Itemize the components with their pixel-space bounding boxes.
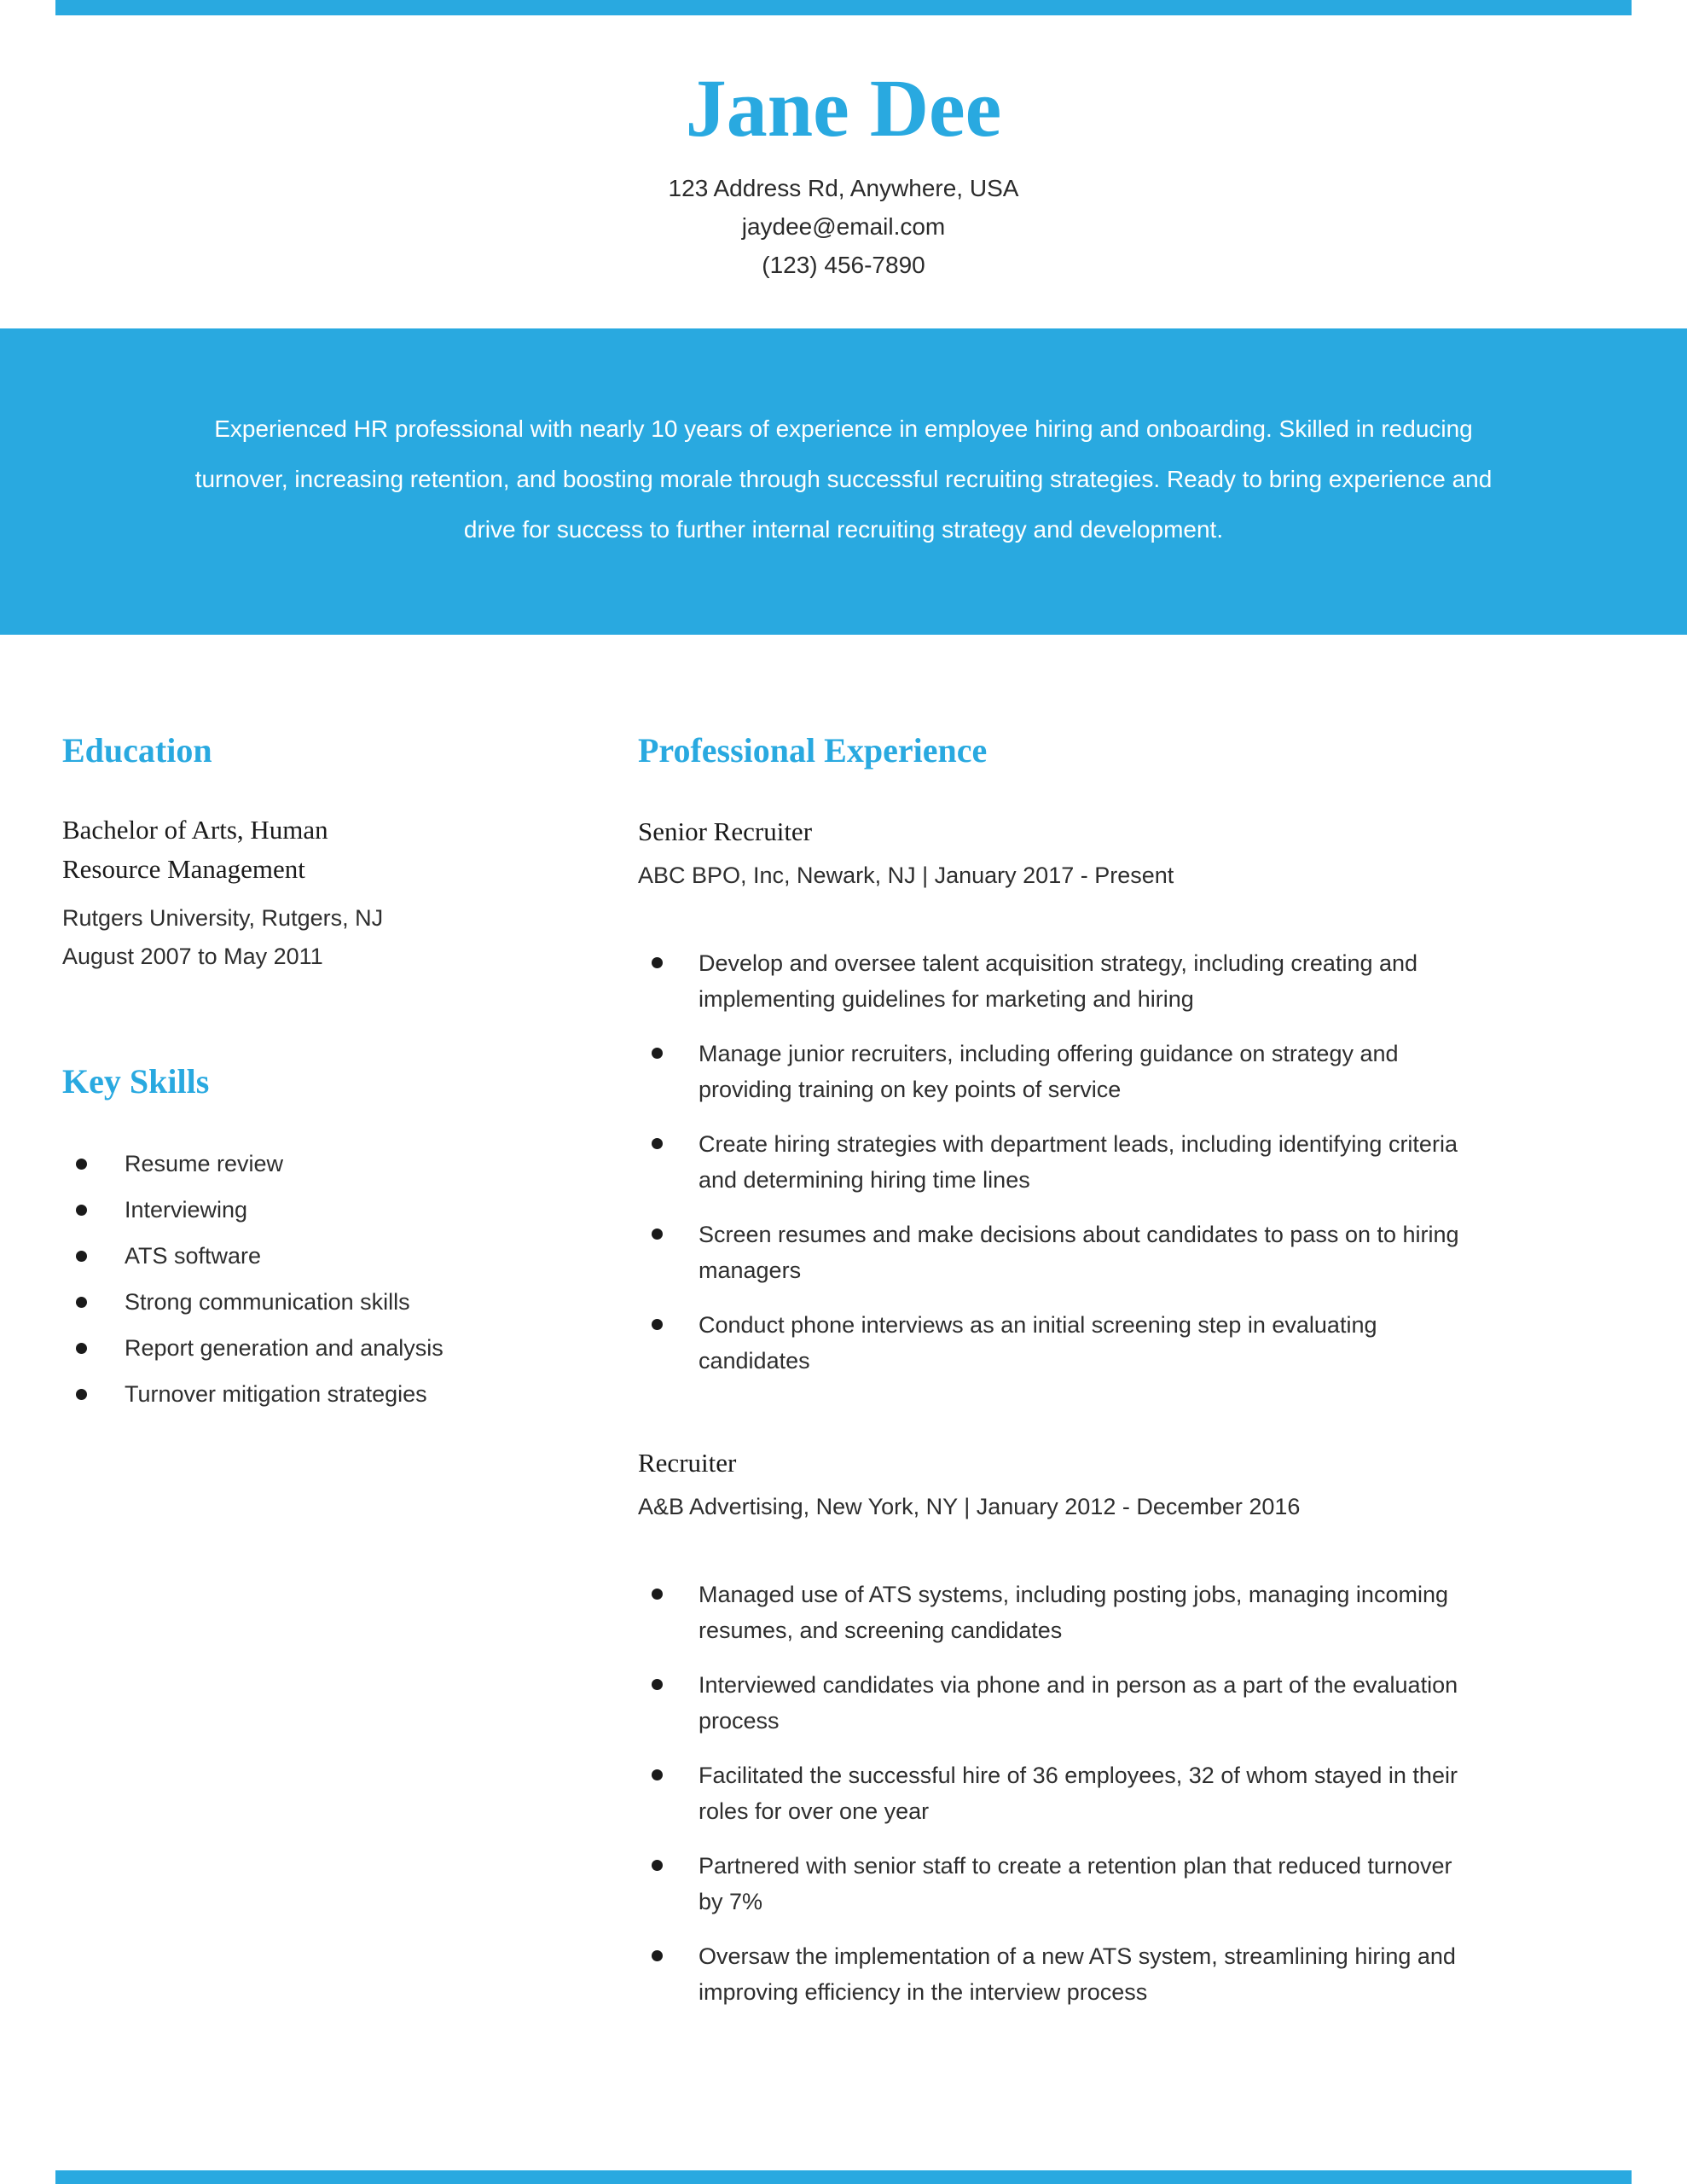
experience-bullet <box>638 1848 1482 1920</box>
bottom-accent-bar <box>55 2170 1632 2184</box>
bullet-icon <box>652 1950 663 1961</box>
bullet-text: Screen resumes and make decisions about candidates to pass on to hiring managers <box>699 1222 1459 1283</box>
phone-line: (123) 456-7890 <box>762 252 925 278</box>
bullet-icon <box>652 1138 663 1149</box>
education-dates: August 2007 to May 2011 <box>62 944 323 969</box>
bullet-text: Create hiring strategies with department leads, including identifying criteria and determining hiring time lines <box>699 1131 1458 1193</box>
skill-label: Report generation and analysis <box>125 1335 443 1361</box>
bullet-icon <box>76 1389 87 1400</box>
bullet-text: Develop and oversee talent acquisition strategy, including creating and implementing guidelines for marketing and hiring <box>699 950 1418 1012</box>
bullet-icon <box>76 1159 87 1170</box>
bullet-text: Managed use of ATS systems, including posting jobs, managing incoming resumes, and screening candidates <box>699 1582 1448 1643</box>
email-line: jaydee@email.com <box>741 213 946 240</box>
bullet-text: Partnered with senior staff to create a retention plan that reduced turnover by 7% <box>699 1853 1452 1914</box>
experience-bullet <box>638 1938 1482 2010</box>
job-bullets <box>638 1577 1625 2010</box>
candidate-name: Jane Dee <box>685 62 1002 154</box>
job-meta: A&B Advertising, New York, NY | January 2012 - December 2016 <box>638 1494 1301 1519</box>
job-entry <box>638 814 1625 1379</box>
bullet-text: Manage junior recruiters, including offering guidance on strategy and providing training on key points of service <box>699 1041 1399 1102</box>
resume-body <box>0 730 1687 2029</box>
skill-item <box>62 1193 540 1227</box>
left-column <box>62 730 540 2029</box>
skill-item <box>62 1331 540 1365</box>
skill-item <box>62 1377 540 1411</box>
experience-section <box>638 730 1625 2010</box>
experience-bullet <box>638 945 1482 1017</box>
degree: Bachelor of Arts, Human Resource Management <box>62 815 328 884</box>
education-section <box>62 730 540 976</box>
bullet-icon <box>652 1589 663 1600</box>
bullet-icon <box>652 1228 663 1240</box>
top-accent-bar <box>55 0 1632 15</box>
job-bullets <box>638 945 1625 1379</box>
bullet-icon <box>76 1205 87 1216</box>
experience-bullet <box>638 1036 1482 1107</box>
job-entry <box>638 1445 1625 2010</box>
bullet-icon <box>652 1679 663 1690</box>
bullet-icon <box>76 1251 87 1262</box>
bullet-icon <box>76 1297 87 1308</box>
address-line: 123 Address Rd, Anywhere, USA <box>668 175 1019 201</box>
bullet-icon <box>76 1343 87 1354</box>
experience-bullet <box>638 1757 1482 1829</box>
bullet-text: Oversaw the implementation of a new ATS system, streamlining hiring and improving efficiency in the interview process <box>699 1943 1456 2005</box>
skill-item <box>62 1239 540 1273</box>
skill-label: Strong communication skills <box>125 1289 410 1315</box>
skill-label: Resume review <box>125 1151 284 1176</box>
experience-bullet <box>638 1307 1482 1379</box>
bullet-icon <box>652 1769 663 1780</box>
bullet-icon <box>652 957 663 968</box>
job-meta: ABC BPO, Inc, Newark, NJ | January 2017 - Present <box>638 863 1174 888</box>
key-skills-section <box>62 1061 540 1411</box>
job-title: Recruiter <box>638 1448 737 1478</box>
education-heading: Education <box>62 731 212 770</box>
summary-text: Experienced HR professional with nearly 10 years of experience in employee hiring and onboarding. Skilled in reducing turnover, increasing retention, and boosting morale through successful recruiting strategies. Ready to bring experience and drive for success to further internal recruiting strategy and development. <box>194 415 1493 543</box>
contact-block <box>0 169 1687 284</box>
experience-bullet <box>638 1667 1482 1739</box>
skill-label: ATS software <box>125 1243 262 1269</box>
experience-bullet <box>638 1577 1482 1648</box>
skills-list <box>62 1147 540 1411</box>
resume-header <box>0 0 1687 284</box>
bullet-icon <box>652 1048 663 1059</box>
bullet-text: Conduct phone interviews as an initial screening step in evaluating candidates <box>699 1312 1377 1374</box>
experience-bullet <box>638 1126 1482 1198</box>
summary-band <box>0 328 1687 635</box>
right-column <box>540 730 1625 2029</box>
skill-label: Interviewing <box>125 1197 248 1223</box>
experience-heading: Professional Experience <box>638 731 988 770</box>
bullet-icon <box>652 1860 663 1871</box>
bullet-icon <box>652 1319 663 1330</box>
skill-item <box>62 1147 540 1181</box>
school: Rutgers University, Rutgers, NJ <box>62 905 384 931</box>
skill-item <box>62 1285 540 1319</box>
job-title: Senior Recruiter <box>638 816 813 846</box>
experience-bullet <box>638 1217 1482 1288</box>
bullet-text: Facilitated the successful hire of 36 employees, 32 of whom stayed in their roles for over one year <box>699 1763 1458 1824</box>
key-skills-heading: Key Skills <box>62 1062 210 1101</box>
bullet-text: Interviewed candidates via phone and in person as a part of the evaluation process <box>699 1672 1458 1734</box>
skill-label: Turnover mitigation strategies <box>125 1381 427 1407</box>
